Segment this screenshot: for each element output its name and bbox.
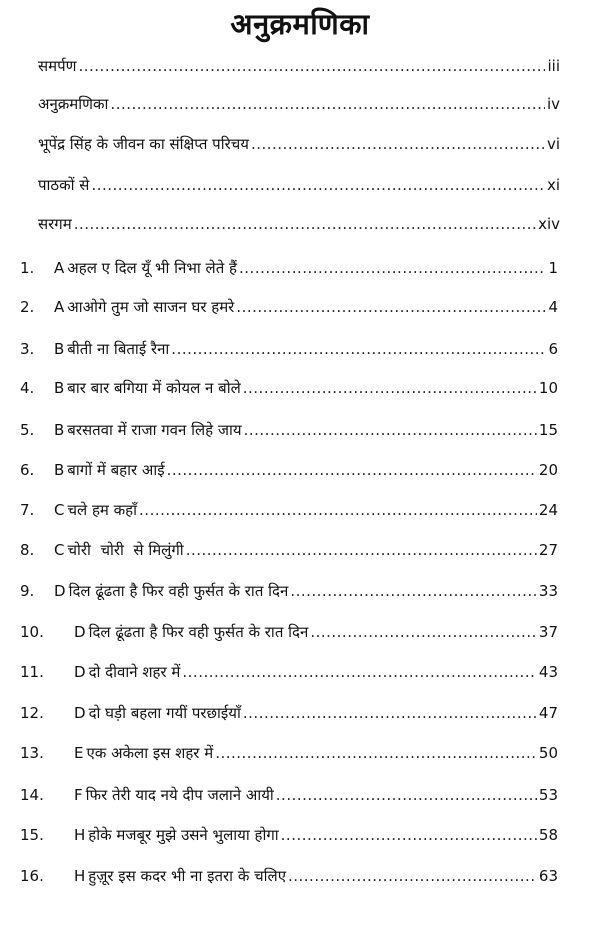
toc-entry-dedication [38, 56, 560, 76]
entry-page: 6 [548, 340, 558, 358]
toc-entry-sargam [38, 214, 560, 234]
entry-label: आओगे तुम जो साजन घर हमरे [67, 298, 235, 316]
entry-page: 53 [538, 786, 558, 804]
entry-number: 10. [20, 623, 44, 641]
entry-letter: D [54, 582, 66, 600]
entry-page: 10 [538, 379, 558, 397]
entry-letter: B [54, 340, 65, 358]
dot-leader [91, 175, 545, 195]
entry-label: दिल ढूंढता है फिर वही फुर्सत के रात दिन [88, 623, 309, 641]
toc-song-entry [20, 540, 558, 560]
dot-leader [288, 866, 537, 886]
dot-leader [215, 743, 537, 763]
entry-number: 16. [20, 867, 44, 885]
entry-page: xiv [538, 215, 560, 233]
entry-label: समर्पण [38, 57, 77, 75]
entry-page: 58 [538, 826, 558, 844]
toc-song-entry [20, 622, 558, 642]
entry-number: 4. [20, 379, 35, 397]
toc-song-entry [20, 743, 558, 763]
entry-page: 24 [538, 501, 558, 519]
entry-page: 50 [538, 744, 558, 762]
dot-leader [186, 540, 537, 560]
entry-label: अहल ए दिल यूँ भी निभा लेते हैं [67, 259, 238, 277]
entry-number: 12. [20, 704, 44, 722]
entry-label: पाठकों से [38, 176, 90, 194]
dot-leader [182, 662, 537, 682]
entry-page: 15 [538, 421, 558, 439]
entry-letter: D [74, 623, 86, 641]
dot-leader [110, 94, 545, 114]
entry-letter: H [74, 867, 86, 885]
dot-leader [290, 581, 537, 601]
entry-page: 33 [538, 582, 558, 600]
entry-number: 11. [20, 663, 44, 681]
dot-leader [78, 56, 545, 76]
toc-song-entry [20, 378, 558, 398]
entry-letter: F [74, 786, 83, 804]
entry-page: 43 [538, 663, 558, 681]
toc-entry-index [38, 94, 560, 114]
dot-leader [74, 214, 536, 234]
entry-label: फिर तेरी याद नये दीप जलाने आयी [85, 786, 274, 804]
toc-song-entry [20, 420, 558, 440]
entry-label: दिल ढूंढता है फिर वही फुर्सत के रात दिन [68, 582, 289, 600]
dot-leader [139, 500, 537, 520]
toc-song-entry [20, 785, 558, 805]
entry-number: 8. [20, 541, 35, 559]
entry-page: 47 [538, 704, 558, 722]
entry-letter: D [74, 663, 86, 681]
entry-page: xi [546, 176, 560, 194]
entry-number: 5. [20, 421, 35, 439]
dot-leader [236, 297, 546, 317]
toc-song-entry [20, 500, 558, 520]
dot-leader [244, 420, 537, 440]
entry-number: 14. [20, 786, 44, 804]
entry-label: चोरी चोरी से मिलुंगी [67, 541, 184, 559]
entry-label: बरसतवा में राजा गवन लिहे जाय [67, 421, 242, 439]
dot-leader [171, 339, 546, 359]
toc-entry-readers [38, 175, 560, 195]
entry-page: 27 [538, 541, 558, 559]
entry-label: बार बार बगिया में कोयल न बोले [67, 379, 241, 397]
entry-label: अनुक्रमणिका [38, 95, 109, 113]
entry-number: 7. [20, 501, 35, 519]
dot-leader [251, 134, 545, 154]
entry-number: 13. [20, 744, 44, 762]
entry-page: iii [547, 57, 560, 75]
entry-label: हुज़ूर इस कदर भी ना इतरा के चलिए [88, 867, 286, 885]
entry-number: 3. [20, 340, 35, 358]
toc-song-entry [20, 258, 558, 278]
entry-letter: A [54, 298, 65, 316]
entry-letter: C [54, 541, 65, 559]
dot-leader [281, 825, 537, 845]
entry-letter: E [74, 744, 84, 762]
entry-label: सरगम [38, 215, 72, 233]
dot-leader [243, 703, 537, 723]
entry-page: 4 [548, 298, 558, 316]
entry-letter: D [74, 704, 86, 722]
toc-song-entry [20, 297, 558, 317]
entry-letter: H [74, 826, 86, 844]
dot-leader [239, 258, 546, 278]
toc-song-entry [20, 825, 558, 845]
dot-leader [310, 622, 537, 642]
page-title: अनुक्रमणिका [230, 7, 370, 41]
toc-song-entry [20, 866, 558, 886]
entry-page: 1 [548, 259, 558, 277]
entry-label: एक अकेला इस शहर में [86, 744, 214, 762]
entry-letter: A [54, 259, 65, 277]
toc-song-entry [20, 581, 558, 601]
entry-label: दो दीवाने शहर में [88, 663, 181, 681]
entry-number: 9. [20, 582, 35, 600]
entry-number: 2. [20, 298, 35, 316]
entry-letter: B [54, 461, 65, 479]
toc-song-entry [20, 703, 558, 723]
toc-song-entry [20, 662, 558, 682]
entry-letter: C [54, 501, 65, 519]
entry-label: बागों में बहार आई [67, 461, 165, 479]
dot-leader [243, 378, 537, 398]
toc-song-entry [20, 339, 558, 359]
dot-leader [167, 460, 537, 480]
entry-page: vi [546, 135, 560, 153]
dot-leader [276, 785, 537, 805]
entry-number: 6. [20, 461, 35, 479]
entry-page: 63 [538, 867, 558, 885]
entry-page: 37 [538, 623, 558, 641]
toc-song-entry [20, 460, 558, 480]
entry-number: 15. [20, 826, 44, 844]
entry-letter: B [54, 421, 65, 439]
entry-label: बीती ना बिताई रैना [67, 340, 170, 358]
entry-label: चले हम कहाँ [67, 501, 138, 519]
toc-entry-biography [38, 134, 560, 154]
entry-label: भूपेंद्र सिंह के जीवन का संक्षिप्त परिचय [38, 135, 249, 153]
entry-label: होके मजबूर मुझे उसने भुलाया होगा [88, 826, 279, 844]
entry-page: iv [546, 95, 560, 113]
entry-letter: B [54, 379, 65, 397]
entry-page: 20 [538, 461, 558, 479]
entry-label: दो घड़ी बहला गयीं परछाईयाँ [88, 704, 241, 722]
entry-number: 1. [20, 259, 35, 277]
